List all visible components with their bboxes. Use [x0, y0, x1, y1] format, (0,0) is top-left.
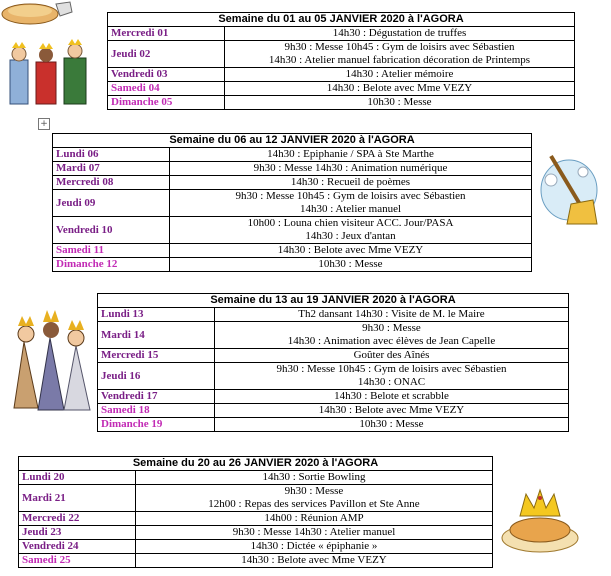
day-label: Mercredi 22 — [19, 512, 136, 526]
activity-cell — [136, 471, 493, 485]
day-row — [19, 512, 493, 526]
activity-cell — [215, 418, 569, 432]
activity-line: 14h00 : Réunion AMP — [264, 512, 364, 524]
week-title: Semaine du 13 au 19 JANVIER 2020 à l'AGORA — [98, 294, 569, 308]
table-move-handle[interactable]: + — [38, 118, 50, 130]
day-label: Jeudi 16 — [98, 363, 215, 390]
activity-line: 14h30 : Belote avec Mme VEZY — [318, 404, 465, 416]
activity-cell — [215, 308, 569, 322]
activity-cell — [136, 485, 493, 512]
activity-cell — [136, 526, 493, 540]
activity-cell — [170, 244, 532, 258]
day-label: Samedi 18 — [98, 404, 215, 418]
activity-cell — [215, 349, 569, 363]
day-label: Samedi 11 — [53, 244, 170, 258]
day-label: Lundi 20 — [19, 471, 136, 485]
activity-line: Th2 dansant 14h30 : Visite de M. le Maire — [298, 308, 485, 320]
activity-line: Goûter des Aînés — [353, 349, 430, 361]
week-table-1 — [107, 12, 575, 110]
day-label: Mardi 21 — [19, 485, 136, 512]
activity-cell — [215, 390, 569, 404]
day-row — [19, 526, 493, 540]
day-label: Mardi 07 — [53, 162, 170, 176]
three-kings-icon — [10, 302, 94, 412]
activity-line: 14h30 : Recueil de poèmes — [290, 176, 411, 188]
day-label: Mercredi 08 — [53, 176, 170, 190]
activity-line: 14h30 : Belote avec Mme VEZY — [326, 82, 473, 94]
activity-line: 10h30 : Messe — [318, 258, 383, 270]
day-label: Samedi 04 — [108, 82, 225, 96]
activity-line: 14h30 : Belote et scrabble — [334, 390, 449, 402]
day-row — [53, 258, 532, 272]
day-row — [98, 322, 569, 349]
activity-line: 14h30 : Atelier manuel fabrication décoration de Printemps — [268, 54, 531, 66]
activity-cell — [215, 322, 569, 349]
day-row — [98, 404, 569, 418]
day-row — [98, 349, 569, 363]
activity-line: 14h30 : Jeux d'antan — [305, 230, 396, 242]
activity-line: 14h30 : Belote avec Mme VEZY — [241, 554, 387, 566]
activity-cell — [225, 27, 575, 41]
day-label: Dimanche 19 — [98, 418, 215, 432]
activity-line: 14h30 : ONAC — [357, 376, 426, 388]
activity-line: 14h30 : Dégustation de truffes — [332, 27, 467, 39]
activity-cell — [170, 162, 532, 176]
day-row — [98, 363, 569, 390]
activity-line: 9h30 : Messe 14h30 : Animation numérique — [253, 162, 448, 174]
activity-line: 10h00 : Louna chien visiteur ACC. Jour/PASA — [247, 217, 454, 229]
day-row — [19, 485, 493, 512]
activity-line: 9h30 : Messe 10h45 : Gym de loisirs avec Sébastien — [235, 190, 466, 202]
activity-cell — [225, 68, 575, 82]
day-row — [53, 162, 532, 176]
activity-line: 9h30 : Messe — [284, 485, 344, 497]
activity-cell — [170, 217, 532, 244]
day-row — [108, 27, 575, 41]
activity-cell — [215, 404, 569, 418]
activity-line: 14h30 : Animation avec élèves de Jean Capelle — [287, 335, 496, 347]
week-title: Semaine du 01 au 05 JANVIER 2020 à l'AGORA — [108, 13, 575, 27]
activity-line: 14h30 : Sortie Bowling — [262, 471, 366, 483]
day-label: Vendredi 17 — [98, 390, 215, 404]
day-label: Mercredi 15 — [98, 349, 215, 363]
activity-line: 9h30 : Messe 10h45 : Gym de loisirs avec Sébastien — [284, 41, 515, 53]
activity-line: 9h30 : Messe 14h30 : Atelier manuel — [232, 526, 396, 538]
week-title: Semaine du 20 au 26 JANVIER 2020 à l'AGORA — [19, 457, 493, 471]
activity-line: 9h30 : Messe — [362, 322, 421, 334]
activity-cell — [225, 41, 575, 68]
day-row — [98, 418, 569, 432]
broom-icon — [537, 150, 603, 228]
day-row — [108, 68, 575, 82]
week-table-3 — [97, 293, 569, 432]
week-table-2 — [52, 133, 532, 272]
day-row — [19, 554, 493, 568]
day-label: Lundi 06 — [53, 148, 170, 162]
day-label: Lundi 13 — [98, 308, 215, 322]
day-label: Dimanche 05 — [108, 96, 225, 110]
activity-line: 9h30 : Messe 10h45 : Gym de loisirs avec Sébastien — [276, 363, 507, 375]
day-row — [53, 190, 532, 217]
galette-icon — [0, 0, 75, 26]
day-row — [53, 148, 532, 162]
day-label: Vendredi 10 — [53, 217, 170, 244]
activity-cell — [170, 148, 532, 162]
activity-line: 14h30 : Atelier mémoire — [345, 68, 454, 80]
activity-cell — [170, 176, 532, 190]
activity-line: 10h30 : Messe — [367, 96, 432, 108]
day-row — [108, 96, 575, 110]
day-row — [98, 390, 569, 404]
day-label: Dimanche 12 — [53, 258, 170, 272]
kings-icon — [4, 38, 100, 108]
day-row — [53, 244, 532, 258]
day-label: Vendredi 24 — [19, 540, 136, 554]
day-row — [19, 471, 493, 485]
day-row — [108, 82, 575, 96]
activity-line: 14h30 : Atelier manuel — [299, 203, 402, 215]
day-label: Jeudi 09 — [53, 190, 170, 217]
day-label: Samedi 25 — [19, 554, 136, 568]
activity-cell — [136, 540, 493, 554]
day-row — [98, 308, 569, 322]
day-row — [53, 217, 532, 244]
day-label: Mercredi 01 — [108, 27, 225, 41]
activity-cell — [215, 363, 569, 390]
activity-line: 14h30 : Dictée « épiphanie » — [250, 540, 378, 552]
day-label: Vendredi 03 — [108, 68, 225, 82]
activity-line: 12h00 : Repas des services Pavillon et Ste Anne — [208, 498, 420, 510]
activity-cell — [170, 258, 532, 272]
activity-cell — [136, 554, 493, 568]
day-row — [19, 540, 493, 554]
day-row — [53, 176, 532, 190]
week-table-4 — [18, 456, 493, 568]
activity-line: 14h30 : Epiphanie / SPA à Ste Marthe — [267, 148, 434, 160]
day-label: Mardi 14 — [98, 322, 215, 349]
day-row — [108, 41, 575, 68]
activity-cell — [225, 96, 575, 110]
activity-cell — [136, 512, 493, 526]
crown-cake-icon — [496, 486, 582, 556]
day-label: Jeudi 23 — [19, 526, 136, 540]
activity-cell — [170, 190, 532, 217]
activity-line: 14h30 : Belote avec Mme VEZY — [277, 244, 424, 256]
day-label: Jeudi 02 — [108, 41, 225, 68]
activity-line: 10h30 : Messe — [359, 418, 424, 430]
week-title: Semaine du 06 au 12 JANVIER 2020 à l'AGORA — [53, 134, 532, 148]
activity-cell — [225, 82, 575, 96]
